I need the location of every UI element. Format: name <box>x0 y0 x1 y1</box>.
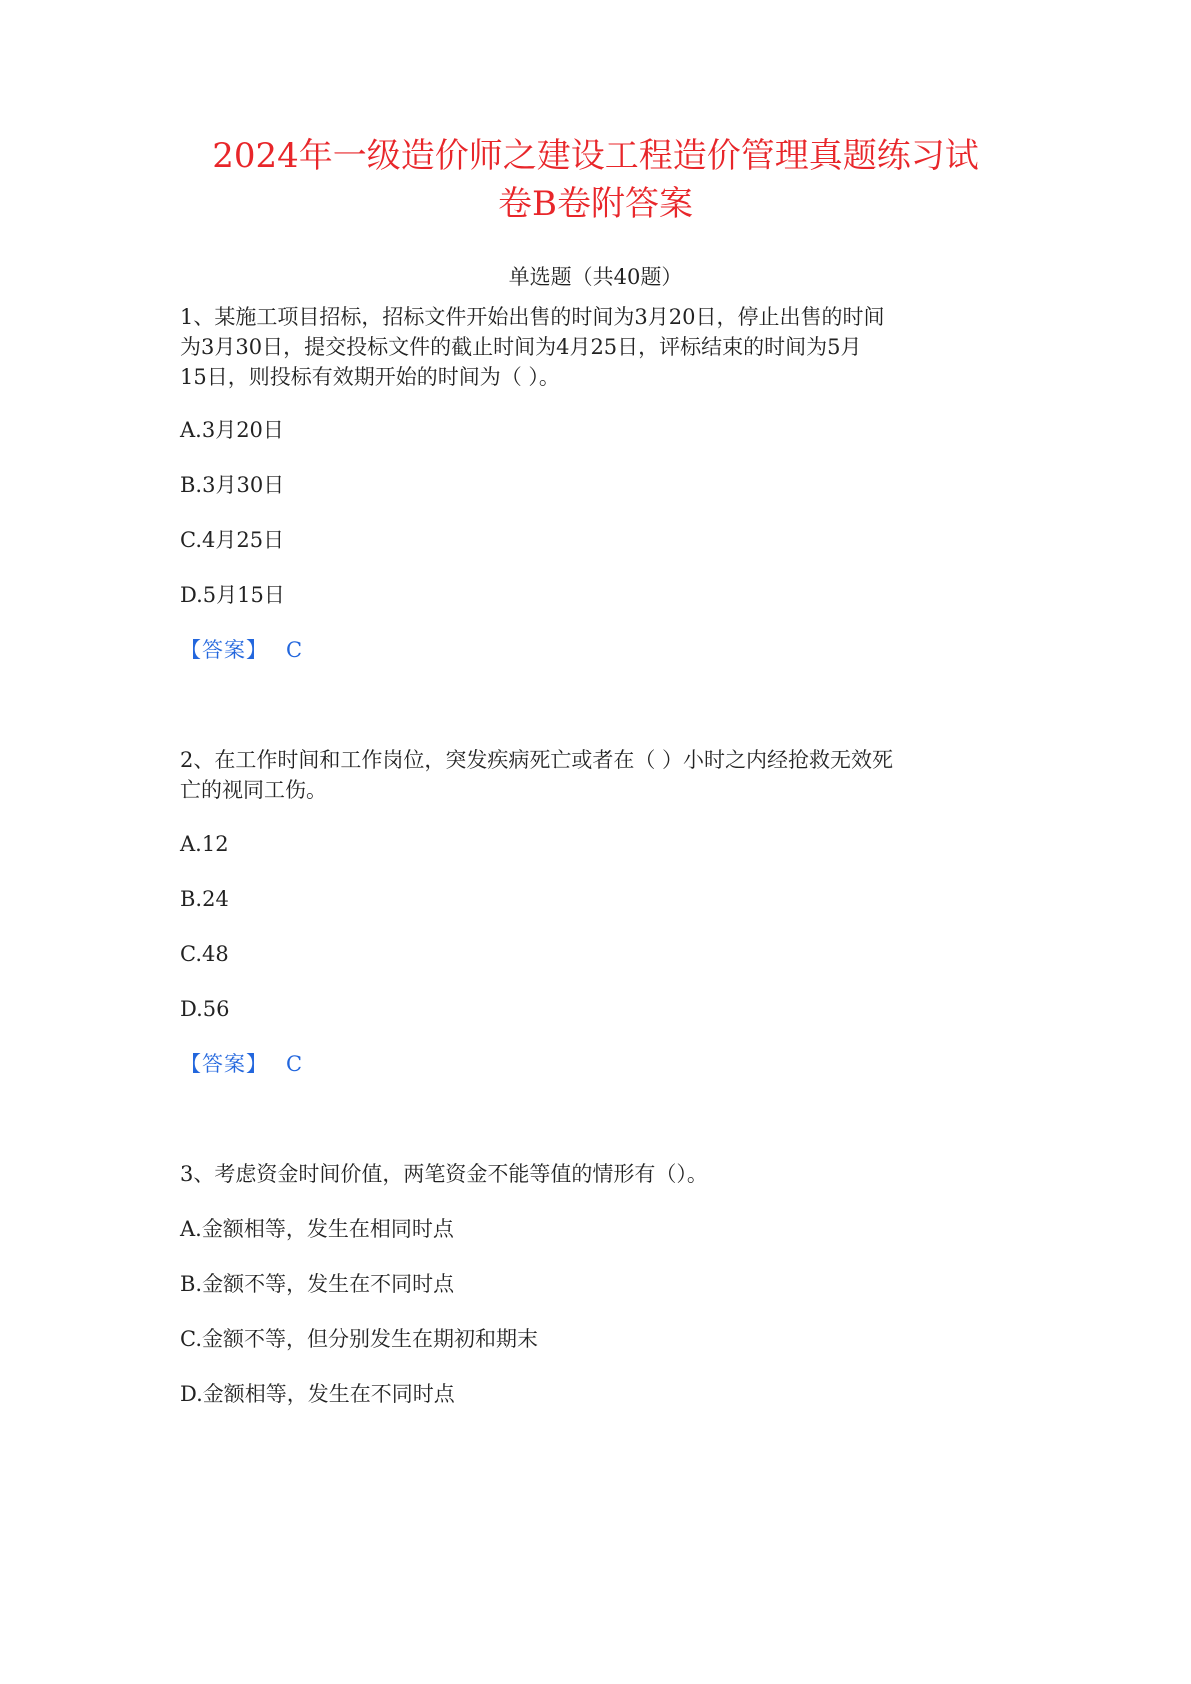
question-1-stem-line-1: 1、某施工项目招标，招标文件开始出售的时间为3月20日，停止出售的时间 <box>180 305 885 329</box>
document-title-line-1: 2024年一级造价师之建设工程造价管理真题练习试 <box>212 136 979 176</box>
document-title-line-2: 卷B卷附答案 <box>498 184 693 224</box>
question-1-option-d: D.5月15日 <box>180 583 285 607</box>
question-1-option-a: A.3月20日 <box>180 418 284 442</box>
question-3-option-a: A.金额相等，发生在相同时点 <box>180 1217 454 1241</box>
question-2-stem-line-2: 亡的视同工伤。 <box>180 778 327 802</box>
question-2-stem-line-1: 2、在工作时间和工作岗位，突发疾病死亡或者在（ ）小时之内经抢救无效死 <box>180 748 894 772</box>
question-1-answer <box>180 635 302 665</box>
question-1-option-c: C.4月25日 <box>180 528 285 552</box>
question-2-answer <box>180 1049 302 1079</box>
question-2-option-d: D.56 <box>180 997 230 1021</box>
section-header: 单选题（共40题） <box>508 265 683 289</box>
question-1-option-b: B.3月30日 <box>180 473 285 497</box>
question-3-option-c: C.金额不等，但分别发生在期初和期末 <box>180 1327 538 1351</box>
question-2-option-a: A.12 <box>180 832 229 856</box>
question-3-stem-line-1: 3、考虑资金时间价值，两笔资金不能等值的情形有（）。 <box>180 1162 708 1186</box>
answer-value: C <box>286 638 303 662</box>
question-2-option-b: B.24 <box>180 887 229 911</box>
question-1-stem-line-2: 为3月30日，提交投标文件的截止时间为4月25日，评标结束的时间为5月 <box>180 335 862 359</box>
answer-label: 【答案】 <box>180 1052 268 1076</box>
question-3-option-d: D.金额相等，发生在不同时点 <box>180 1382 455 1406</box>
question-1-stem-line-3: 15日，则投标有效期开始的时间为（ ）。 <box>180 365 560 389</box>
question-2-option-c: C.48 <box>180 942 229 966</box>
answer-label: 【答案】 <box>180 638 268 662</box>
question-3-option-b: B.金额不等，发生在不同时点 <box>180 1272 455 1296</box>
answer-value: C <box>286 1052 303 1076</box>
